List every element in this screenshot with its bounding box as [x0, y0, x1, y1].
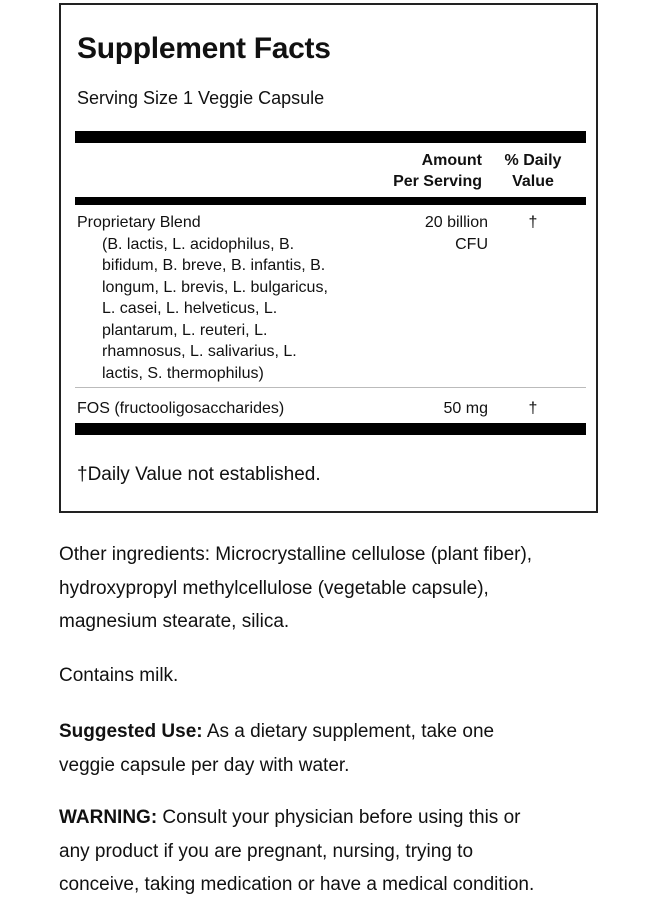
warning-text: Consult your physician before using this or: [157, 807, 521, 828]
daily-value-header-line1: % Daily: [504, 152, 562, 169]
blend-line: lactis, S. thermophilus): [102, 364, 264, 382]
thick-divider: [75, 423, 586, 435]
row-divider: [75, 387, 586, 388]
header-divider: [75, 197, 586, 205]
amount-per-serving-header: [393, 150, 482, 192]
nutrient-name: Proprietary Blend: [77, 214, 201, 231]
other-ingredients: [59, 538, 619, 639]
thick-divider: [75, 131, 586, 143]
amount-header-line2: Per Serving: [393, 173, 482, 190]
daily-value-header-line2: Value: [512, 173, 554, 190]
serving-size: Serving Size 1 Veggie Capsule: [77, 88, 325, 108]
other-ingredients-line: hydroxypropyl methylcellulose (vegetable capsule),: [59, 577, 489, 599]
nutrient-amount: 50 mg: [443, 400, 488, 417]
nutrient-amount: [425, 212, 488, 255]
warning-text: any product if you are pregnant, nursing, trying to: [59, 840, 474, 862]
blend-ingredients: [102, 234, 362, 385]
warning: [59, 801, 619, 902]
nutrient-daily-value: †: [528, 214, 538, 231]
allergen-statement: Contains milk.: [59, 665, 179, 686]
nutrient-name: FOS (fructooligosaccharides): [77, 400, 285, 417]
blend-line: rhamnosus, L. salivarius, L.: [102, 343, 297, 360]
daily-value-header: [493, 150, 573, 192]
warning-label: WARNING:: [59, 807, 158, 828]
blend-line: longum, L. brevis, L. bulgaricus,: [102, 278, 328, 296]
suggested-use: [59, 715, 619, 782]
warning-text: conceive, taking medication or have a medical condition.: [59, 874, 535, 895]
blend-line: plantarum, L. reuteri, L.: [102, 321, 268, 339]
blend-line: bifidum, B. breve, B. infantis, B.: [102, 257, 326, 274]
amount-line2: CFU: [455, 235, 488, 253]
blend-line: L. casei, L. helveticus, L.: [102, 300, 278, 317]
other-ingredients-line: Other ingredients: Microcrystalline cellulose (plant fiber),: [59, 544, 533, 565]
supplement-facts-panel: [59, 3, 598, 513]
amount-line1: 20 billion: [424, 214, 488, 231]
blend-line: (B. lactis, L. acidophilus, B.: [102, 235, 295, 253]
other-ingredients-line: magnesium stearate, silica.: [59, 611, 290, 632]
suggested-use-text: veggie capsule per day with water.: [59, 754, 350, 776]
daily-value-footnote: †Daily Value not established.: [77, 464, 321, 485]
nutrient-daily-value: †: [528, 400, 538, 417]
suggested-use-label: Suggested Use:: [59, 721, 203, 742]
amount-header-line1: Amount: [421, 152, 482, 169]
suggested-use-text: As a dietary supplement, take one: [202, 721, 495, 742]
panel-title: Supplement Facts: [77, 32, 331, 65]
